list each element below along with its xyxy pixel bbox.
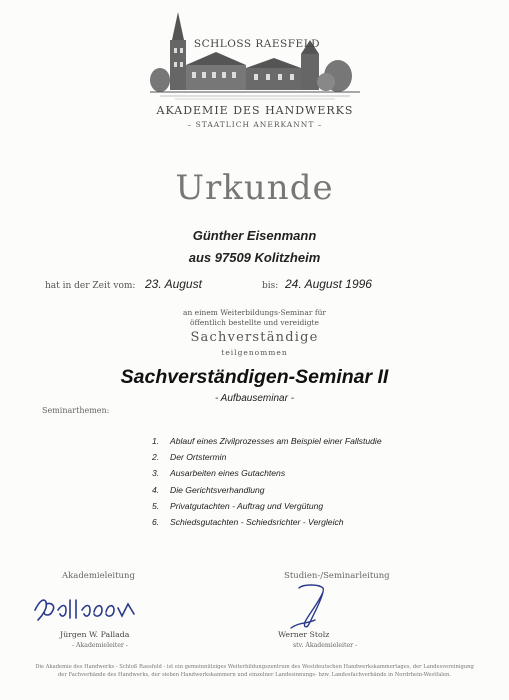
left-signatory-name: Jürgen W. Pallada bbox=[60, 630, 130, 639]
topic-number: 4. bbox=[152, 484, 160, 495]
right-signatory-name: Werner Stolz bbox=[278, 630, 330, 639]
seminar-title: Sachverständigen-Seminar II bbox=[120, 366, 389, 388]
recipient-name: Günther Eisenmann bbox=[192, 228, 317, 243]
seminar-subtitle: - Aufbauseminar - bbox=[214, 393, 295, 404]
until-label: bis: bbox=[262, 281, 279, 291]
topic-item bbox=[152, 468, 472, 484]
topic-text: Schiedsgutachten - Schiedsrichter - Vergleich bbox=[170, 516, 344, 527]
topic-item bbox=[152, 501, 472, 517]
date-from: 23. August bbox=[145, 277, 202, 291]
staatlich-anerkannt: – STAATLICH ANERKANNT – bbox=[187, 120, 323, 129]
topic-item bbox=[152, 452, 472, 468]
footer-line-1: Die Akademie des Handwerks - Schloß Raesfeld - ist ein gemeinnütziges Weiterbildungszentrum des Westdeutschen Handwerkskammertages, der Landesvereinigung bbox=[35, 664, 474, 670]
topic-text: Ausarbeiten eines Gutachtens bbox=[170, 468, 286, 479]
recipient-city: aus 97509 Kolitzheim bbox=[188, 250, 321, 265]
topic-text: Ablauf eines Zivilprozesses am Beispiel einer Fallstudie bbox=[170, 436, 382, 446]
topics-label: Seminarthemen: bbox=[42, 406, 110, 415]
intro-line-2: öffentlich bestellte und vereidigte bbox=[190, 318, 319, 327]
footer-line-2: der Fachverbände des Handwerks, der sieben Handwerkskammern und einzelner Landesinnungs- bzw. Landesfachverbände in Nordrhein-Westfalen. bbox=[57, 672, 452, 678]
left-signatory-role: - Akademieleiter - bbox=[72, 642, 128, 649]
footer-note bbox=[18, 663, 491, 679]
akademie-name: AKADEMIE DES HANDWERKS bbox=[156, 104, 354, 117]
certificate-title: Urkunde bbox=[175, 168, 334, 208]
topic-text: Der Ortstermin bbox=[170, 452, 227, 463]
topic-number: 6. bbox=[152, 516, 160, 527]
audience: Sachverständige bbox=[190, 330, 319, 345]
date-to: 24. August 1996 bbox=[285, 277, 372, 291]
topic-number: 5. bbox=[152, 500, 160, 511]
intro-line-1: an einem Weiterbildungs-Seminar für bbox=[182, 308, 327, 317]
castle-logo-icon bbox=[150, 10, 360, 105]
topic-number: 1. bbox=[152, 436, 160, 446]
topic-number: 3. bbox=[152, 468, 160, 479]
right-signatory-role: stv. Akademieleiter - bbox=[293, 642, 358, 649]
logo-title: SCHLOSS RAESFELD bbox=[193, 38, 321, 50]
topics-list bbox=[152, 436, 472, 533]
topic-text: Privatgutachten - Auftrag und Vergütung bbox=[170, 500, 324, 511]
left-signature-icon bbox=[30, 590, 160, 630]
topic-text: Die Gerichtsverhandlung bbox=[170, 484, 265, 495]
left-signature-label: Akademieleitung bbox=[62, 571, 135, 581]
topic-item bbox=[152, 485, 472, 501]
right-signature-icon bbox=[285, 578, 345, 638]
right-signature-label: Studien-/Seminarleitung bbox=[284, 571, 390, 581]
topic-number: 2. bbox=[152, 452, 160, 463]
period-label: hat in der Zeit vom: bbox=[45, 281, 136, 291]
participated: teilgenommen bbox=[221, 348, 288, 357]
topic-item bbox=[152, 436, 472, 452]
topic-item bbox=[152, 517, 472, 533]
